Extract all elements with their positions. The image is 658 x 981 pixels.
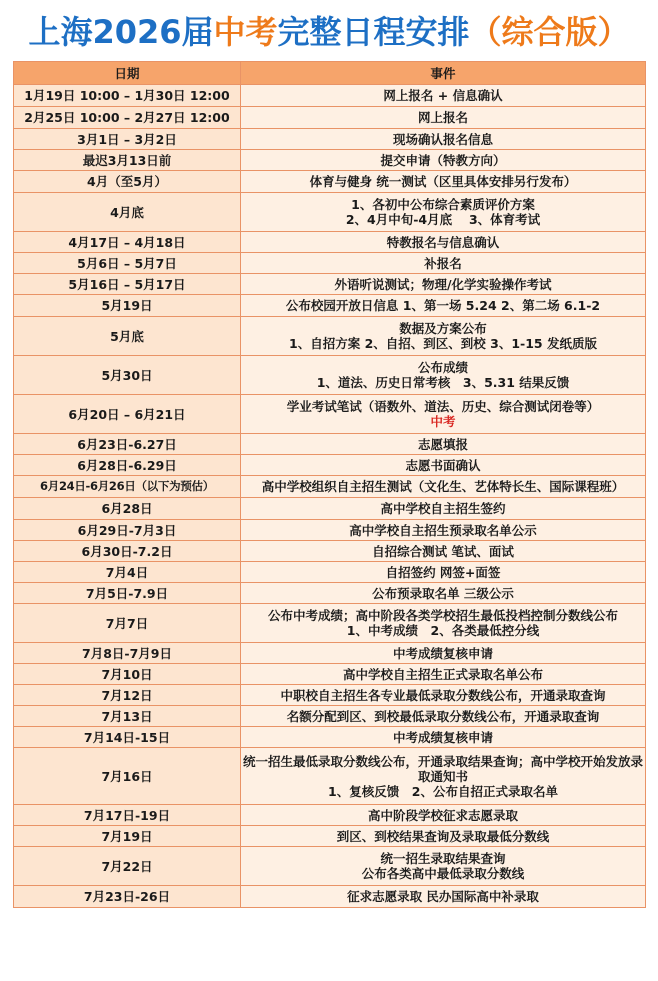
row-event-text: 统一招生录取结果查询 公布各类高中最低录取分数线 [361,851,525,881]
header-date: 日期 [14,62,241,85]
row-event-text: 统一招生最低录取分数线公布，开通录取结果查询；高中学校开始发放录取通知书 1、复核反馈 2、公布自招正式录取名单 [243,753,644,799]
row-event [241,748,646,805]
row-event-text: 网上报名 + 信息确认 [383,88,503,103]
row-event-text: 名额分配到区、到校最低录取分数线公布，开通录取查询 [286,708,600,724]
row-event-text: 高中学校自主招生预录取名单公示 [349,522,537,538]
row-date: 7月8日-7月9日 [14,643,241,664]
table-row [14,476,646,498]
table-row [14,562,646,583]
row-event [241,193,646,232]
table-body [14,85,646,908]
row-date: 7月16日 [14,748,241,805]
row-event [241,295,646,317]
row-event [241,643,646,664]
row-event [241,232,646,253]
row-event [241,604,646,643]
table-row [14,85,646,107]
row-date: 6月23日-6.27日 [14,434,241,455]
row-event [241,395,646,434]
table-row [14,583,646,604]
row-event [241,107,646,129]
table-header-row [14,62,646,85]
row-event-text: 数据及方案公布 1、自招方案 2、自招、到区、到校 3、1-15 发纸质版 [289,321,597,351]
row-event [241,826,646,847]
row-event-text: 学业考试笔试（语数外、道法、历史、综合测试闭卷等） [286,399,600,414]
row-date: 7月5日-7.9日 [14,583,241,604]
title-part-1: 上海2026届 [28,13,214,51]
row-date: 3月1日 – 3月2日 [14,129,241,150]
row-date: 最迟3月13日前 [14,150,241,171]
header-event: 事件 [241,62,646,85]
row-event-text: 公布预录取名单 三级公示 [372,585,514,601]
row-event-text: 提交申请（特教方向） [380,152,506,168]
table-row [14,434,646,455]
page-title [0,6,658,58]
row-event-text: 志愿填报 [417,436,468,452]
row-date: 6月20日 – 6月21日 [14,395,241,434]
table-row [14,826,646,847]
row-event-text: 中职校自主招生各专业最低录取分数线公布，开通录取查询 [280,687,606,703]
row-date: 6月30日-7.2日 [14,541,241,562]
row-date: 7月19日 [14,826,241,847]
row-date: 6月24日-6月26日（以下为预估） [14,476,241,498]
row-event [241,85,646,107]
row-event-text: 自招签约 网签+面签 [385,564,501,580]
table-row [14,150,646,171]
table-row [14,604,646,643]
row-event [241,129,646,150]
table-row [14,520,646,541]
row-event-text: 特教报名与信息确认 [386,234,500,250]
row-event [241,805,646,826]
table-row [14,706,646,727]
row-event [241,356,646,395]
table-row [14,317,646,356]
row-date: 6月29日-7月3日 [14,520,241,541]
row-event-text: 到区、到校结果查询及录取最低分数线 [336,828,550,844]
row-event-text: 公布校园开放日信息 1、第一场 5.24 2、第二场 6.1-2 [285,298,601,313]
table-row [14,253,646,274]
row-event [241,706,646,727]
table-row [14,805,646,826]
row-event-text: 1、各初中公布综合素质评价方案 2、4月中旬-4月底 3、体育考试 [345,197,541,227]
row-date: 7月10日 [14,664,241,685]
row-event-highlight: 中考 [430,414,456,429]
table-row [14,295,646,317]
row-date: 7月12日 [14,685,241,706]
row-date: 7月13日 [14,706,241,727]
row-event-text: 高中学校自主招生正式录取名单公布 [342,666,543,682]
title-part-3: 完整日程安排 [277,13,470,51]
row-event-text: 高中学校组织自主招生测试（文化生、艺体特长生、国际课程班） [261,479,625,494]
row-event-text: 志愿书面确认 [405,457,481,473]
row-date: 6月28日-6.29日 [14,455,241,476]
row-date: 4月17日 – 4月18日 [14,232,241,253]
row-date: 7月22日 [14,847,241,886]
row-date: 5月30日 [14,356,241,395]
table-row [14,129,646,150]
row-event [241,150,646,171]
table-row [14,748,646,805]
row-event [241,685,646,706]
row-event-text: 外语听说测试；物理/化学实验操作考试 [334,276,552,292]
table-row [14,455,646,476]
row-date: 5月16日 – 5月17日 [14,274,241,295]
row-event-text: 网上报名 [417,110,468,125]
row-event [241,253,646,274]
table-row [14,685,646,706]
row-event-text: 公布成绩 1、道法、历史日常考核 3、5.31 结果反馈 [316,360,570,390]
table-row [14,727,646,748]
row-date: 7月14日-15日 [14,727,241,748]
row-event-text: 公布中考成绩；高中阶段各类学校招生最低投档控制分数线公布 1、中考成绩 2、各类最低控分线 [267,608,618,638]
row-event-text: 现场确认报名信息 [392,131,493,147]
row-date: 4月（至5月） [14,171,241,193]
row-event [241,171,646,193]
row-event [241,727,646,748]
row-event-text: 中考成绩复核申请 [392,645,493,661]
row-date: 6月28日 [14,498,241,520]
table-row [14,232,646,253]
row-date: 7月7日 [14,604,241,643]
table-row [14,664,646,685]
row-date: 1月19日 10:00 – 1月30日 12:00 [14,85,241,107]
row-event-text: 高中学校自主招生签约 [380,501,506,516]
table-row [14,193,646,232]
row-event-text: 征求志愿录取 民办国际高中补录取 [347,889,539,904]
table-row [14,886,646,908]
row-event [241,541,646,562]
row-event [241,562,646,583]
row-event [241,583,646,604]
row-date: 5月底 [14,317,241,356]
row-date: 7月23日-26日 [14,886,241,908]
row-event [241,317,646,356]
table-row [14,498,646,520]
row-event-text: 中考成绩复核申请 [392,729,493,745]
table-row [14,274,646,295]
row-event [241,434,646,455]
row-event-text: 高中阶段学校征求志愿录取 [367,807,518,823]
title-part-2: 中考 [213,13,278,51]
row-event [241,520,646,541]
row-event-text: 补报名 [424,255,462,271]
row-date: 5月19日 [14,295,241,317]
row-date: 7月4日 [14,562,241,583]
row-event [241,498,646,520]
schedule-table [13,61,646,908]
row-date: 2月25日 10:00 – 2月27日 12:00 [14,107,241,129]
table-row [14,356,646,395]
row-event [241,476,646,498]
row-event [241,886,646,908]
table-row [14,541,646,562]
row-event-text: 体育与健身 统一测试（区里具体安排另行发布） [309,174,577,189]
row-date: 5月6日 – 5月7日 [14,253,241,274]
row-date: 7月17日-19日 [14,805,241,826]
table-row [14,107,646,129]
row-date: 4月底 [14,193,241,232]
table-row [14,395,646,434]
row-event [241,455,646,476]
table-row [14,171,646,193]
row-event [241,847,646,886]
title-part-4: （综合版） [469,13,630,51]
row-event [241,664,646,685]
table-row [14,847,646,886]
table-row [14,643,646,664]
row-event-text: 自招综合测试 笔试、面试 [372,543,514,559]
row-event [241,274,646,295]
